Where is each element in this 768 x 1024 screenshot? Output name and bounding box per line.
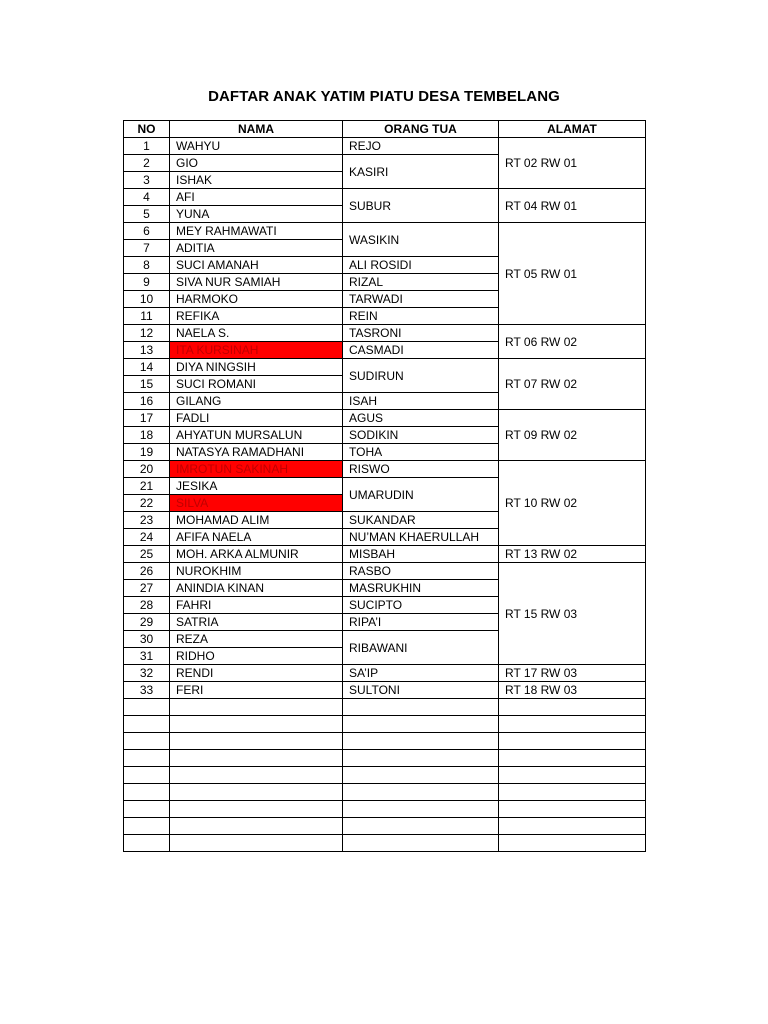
nama-cell: MOHAMAD ALIM bbox=[170, 512, 343, 529]
header-orang-tua: ORANG TUA bbox=[343, 121, 499, 138]
orang-tua-cell: NU’MAN KHAERULLAH bbox=[343, 529, 499, 546]
nama-cell: GILANG bbox=[170, 393, 343, 410]
empty-cell bbox=[124, 784, 170, 801]
table-row bbox=[124, 325, 646, 342]
empty-cell bbox=[170, 784, 343, 801]
orang-tua-cell: UMARUDIN bbox=[343, 478, 499, 512]
table-row bbox=[124, 223, 646, 240]
alamat-cell: RT 15 RW 03 bbox=[499, 563, 646, 665]
empty-cell bbox=[124, 699, 170, 716]
no-cell: 26 bbox=[124, 563, 170, 580]
no-cell: 15 bbox=[124, 376, 170, 393]
empty-cell bbox=[124, 835, 170, 852]
alamat-cell: RT 18 RW 03 bbox=[499, 682, 646, 699]
nama-cell: REZA bbox=[170, 631, 343, 648]
nama-cell-highlighted: IMROTUN SAKINAH bbox=[170, 461, 343, 478]
no-cell: 3 bbox=[124, 172, 170, 189]
orang-tua-cell: RIPA’I bbox=[343, 614, 499, 631]
nama-cell: MOH. ARKA ALMUNIR bbox=[170, 546, 343, 563]
nama-cell: SUCI ROMANI bbox=[170, 376, 343, 393]
nama-cell: ANINDIA KINAN bbox=[170, 580, 343, 597]
no-cell: 27 bbox=[124, 580, 170, 597]
empty-cell bbox=[499, 835, 646, 852]
no-cell: 25 bbox=[124, 546, 170, 563]
header-nama: NAMA bbox=[170, 121, 343, 138]
empty-cell bbox=[170, 801, 343, 818]
no-cell: 2 bbox=[124, 155, 170, 172]
nama-cell: NUROKHIM bbox=[170, 563, 343, 580]
empty-cell bbox=[343, 733, 499, 750]
no-cell: 7 bbox=[124, 240, 170, 257]
empty-cell bbox=[343, 801, 499, 818]
empty-cell bbox=[343, 699, 499, 716]
header-alamat: ALAMAT bbox=[499, 121, 646, 138]
empty-cell bbox=[124, 750, 170, 767]
nama-cell: FADLI bbox=[170, 410, 343, 427]
empty-row bbox=[124, 818, 646, 835]
alamat-cell: RT 10 RW 02 bbox=[499, 461, 646, 546]
nama-cell: FAHRI bbox=[170, 597, 343, 614]
nama-cell: GIO bbox=[170, 155, 343, 172]
orang-tua-cell: RIZAL bbox=[343, 274, 499, 291]
orang-tua-cell: SUCIPTO bbox=[343, 597, 499, 614]
orang-tua-cell: REIN bbox=[343, 308, 499, 325]
orang-tua-cell: RISWO bbox=[343, 461, 499, 478]
table-row bbox=[124, 410, 646, 427]
empty-cell bbox=[499, 750, 646, 767]
nama-cell: HARMOKO bbox=[170, 291, 343, 308]
nama-cell: FERI bbox=[170, 682, 343, 699]
no-cell: 33 bbox=[124, 682, 170, 699]
nama-cell: WAHYU bbox=[170, 138, 343, 155]
empty-cell bbox=[499, 801, 646, 818]
orphan-list-table bbox=[123, 120, 646, 852]
empty-cell bbox=[170, 733, 343, 750]
orang-tua-cell: TOHA bbox=[343, 444, 499, 461]
header-no: NO bbox=[124, 121, 170, 138]
table-row bbox=[124, 359, 646, 376]
nama-cell: AFIFA NAELA bbox=[170, 529, 343, 546]
no-cell: 9 bbox=[124, 274, 170, 291]
orang-tua-cell: SUDIRUN bbox=[343, 359, 499, 393]
alamat-cell: RT 02 RW 01 bbox=[499, 138, 646, 189]
no-cell: 1 bbox=[124, 138, 170, 155]
alamat-cell: RT 17 RW 03 bbox=[499, 665, 646, 682]
no-cell: 6 bbox=[124, 223, 170, 240]
orang-tua-cell: SULTONI bbox=[343, 682, 499, 699]
no-cell: 32 bbox=[124, 665, 170, 682]
no-cell: 8 bbox=[124, 257, 170, 274]
no-cell: 21 bbox=[124, 478, 170, 495]
no-cell: 31 bbox=[124, 648, 170, 665]
orang-tua-cell: TASRONI bbox=[343, 325, 499, 342]
empty-row bbox=[124, 767, 646, 784]
empty-cell bbox=[499, 767, 646, 784]
orang-tua-cell: ALI ROSIDI bbox=[343, 257, 499, 274]
empty-cell bbox=[170, 835, 343, 852]
no-cell: 19 bbox=[124, 444, 170, 461]
table-row bbox=[124, 563, 646, 580]
alamat-cell: RT 09 RW 02 bbox=[499, 410, 646, 461]
nama-cell: NAELA S. bbox=[170, 325, 343, 342]
nama-cell: AHYATUN MURSALUN bbox=[170, 427, 343, 444]
no-cell: 30 bbox=[124, 631, 170, 648]
nama-cell: JESIKA bbox=[170, 478, 343, 495]
no-cell: 14 bbox=[124, 359, 170, 376]
orang-tua-cell: AGUS bbox=[343, 410, 499, 427]
table-row bbox=[124, 138, 646, 155]
orang-tua-cell: SUKANDAR bbox=[343, 512, 499, 529]
orang-tua-cell: SA’IP bbox=[343, 665, 499, 682]
no-cell: 4 bbox=[124, 189, 170, 206]
nama-cell-highlighted: ITA KURSINAH bbox=[170, 342, 343, 359]
orang-tua-cell: KASIRI bbox=[343, 155, 499, 189]
orang-tua-cell: WASIKIN bbox=[343, 223, 499, 257]
nama-cell: DIYA NINGSIH bbox=[170, 359, 343, 376]
nama-cell: SIVA NUR SAMIAH bbox=[170, 274, 343, 291]
orang-tua-cell: SUBUR bbox=[343, 189, 499, 223]
nama-cell: RENDI bbox=[170, 665, 343, 682]
nama-cell: SUCI AMANAH bbox=[170, 257, 343, 274]
alamat-cell: RT 05 RW 01 bbox=[499, 223, 646, 325]
table-row bbox=[124, 461, 646, 478]
orang-tua-cell: REJO bbox=[343, 138, 499, 155]
empty-cell bbox=[343, 750, 499, 767]
no-cell: 12 bbox=[124, 325, 170, 342]
no-cell: 22 bbox=[124, 495, 170, 512]
nama-cell: ADITIA bbox=[170, 240, 343, 257]
nama-cell: YUNA bbox=[170, 206, 343, 223]
no-cell: 17 bbox=[124, 410, 170, 427]
empty-cell bbox=[170, 767, 343, 784]
no-cell: 18 bbox=[124, 427, 170, 444]
no-cell: 23 bbox=[124, 512, 170, 529]
empty-cell bbox=[124, 716, 170, 733]
empty-cell bbox=[170, 818, 343, 835]
table-row bbox=[124, 682, 646, 699]
empty-cell bbox=[124, 801, 170, 818]
no-cell: 28 bbox=[124, 597, 170, 614]
empty-cell bbox=[170, 716, 343, 733]
no-cell: 24 bbox=[124, 529, 170, 546]
empty-row bbox=[124, 784, 646, 801]
nama-cell: REFIKA bbox=[170, 308, 343, 325]
empty-row bbox=[124, 750, 646, 767]
no-cell: 10 bbox=[124, 291, 170, 308]
empty-cell bbox=[170, 699, 343, 716]
empty-cell bbox=[499, 699, 646, 716]
empty-cell bbox=[499, 818, 646, 835]
empty-cell bbox=[343, 784, 499, 801]
nama-cell-highlighted: SILVA bbox=[170, 495, 343, 512]
orang-tua-cell: MASRUKHIN bbox=[343, 580, 499, 597]
empty-row bbox=[124, 801, 646, 818]
orang-tua-cell: ISAH bbox=[343, 393, 499, 410]
orang-tua-cell: CASMADI bbox=[343, 342, 499, 359]
nama-cell: ISHAK bbox=[170, 172, 343, 189]
empty-row bbox=[124, 733, 646, 750]
empty-cell bbox=[499, 733, 646, 750]
table-row bbox=[124, 546, 646, 563]
empty-cell bbox=[499, 784, 646, 801]
no-cell: 20 bbox=[124, 461, 170, 478]
empty-cell bbox=[124, 733, 170, 750]
nama-cell: RIDHO bbox=[170, 648, 343, 665]
empty-cell bbox=[170, 750, 343, 767]
empty-cell bbox=[343, 767, 499, 784]
empty-row bbox=[124, 699, 646, 716]
empty-cell bbox=[124, 767, 170, 784]
no-cell: 5 bbox=[124, 206, 170, 223]
alamat-cell: RT 13 RW 02 bbox=[499, 546, 646, 563]
document-title: DAFTAR ANAK YATIM PIATU DESA TEMBELANG bbox=[208, 88, 560, 105]
empty-cell bbox=[343, 835, 499, 852]
table-header-row bbox=[124, 121, 646, 138]
orang-tua-cell: TARWADI bbox=[343, 291, 499, 308]
nama-cell: MEY RAHMAWATI bbox=[170, 223, 343, 240]
empty-cell bbox=[124, 818, 170, 835]
nama-cell: NATASYA RAMADHANI bbox=[170, 444, 343, 461]
nama-cell: SATRIA bbox=[170, 614, 343, 631]
no-cell: 11 bbox=[124, 308, 170, 325]
orang-tua-cell: RASBO bbox=[343, 563, 499, 580]
alamat-cell: RT 07 RW 02 bbox=[499, 359, 646, 410]
empty-row bbox=[124, 716, 646, 733]
alamat-cell: RT 04 RW 01 bbox=[499, 189, 646, 223]
orang-tua-cell: RIBAWANI bbox=[343, 631, 499, 665]
no-cell: 13 bbox=[124, 342, 170, 359]
empty-cell bbox=[499, 716, 646, 733]
empty-cell bbox=[343, 818, 499, 835]
table-row bbox=[124, 189, 646, 206]
orang-tua-cell: MISBAH bbox=[343, 546, 499, 563]
empty-cell bbox=[343, 716, 499, 733]
no-cell: 16 bbox=[124, 393, 170, 410]
table-row bbox=[124, 665, 646, 682]
alamat-cell: RT 06 RW 02 bbox=[499, 325, 646, 359]
no-cell: 29 bbox=[124, 614, 170, 631]
empty-row bbox=[124, 835, 646, 852]
orang-tua-cell: SODIKIN bbox=[343, 427, 499, 444]
nama-cell: AFI bbox=[170, 189, 343, 206]
